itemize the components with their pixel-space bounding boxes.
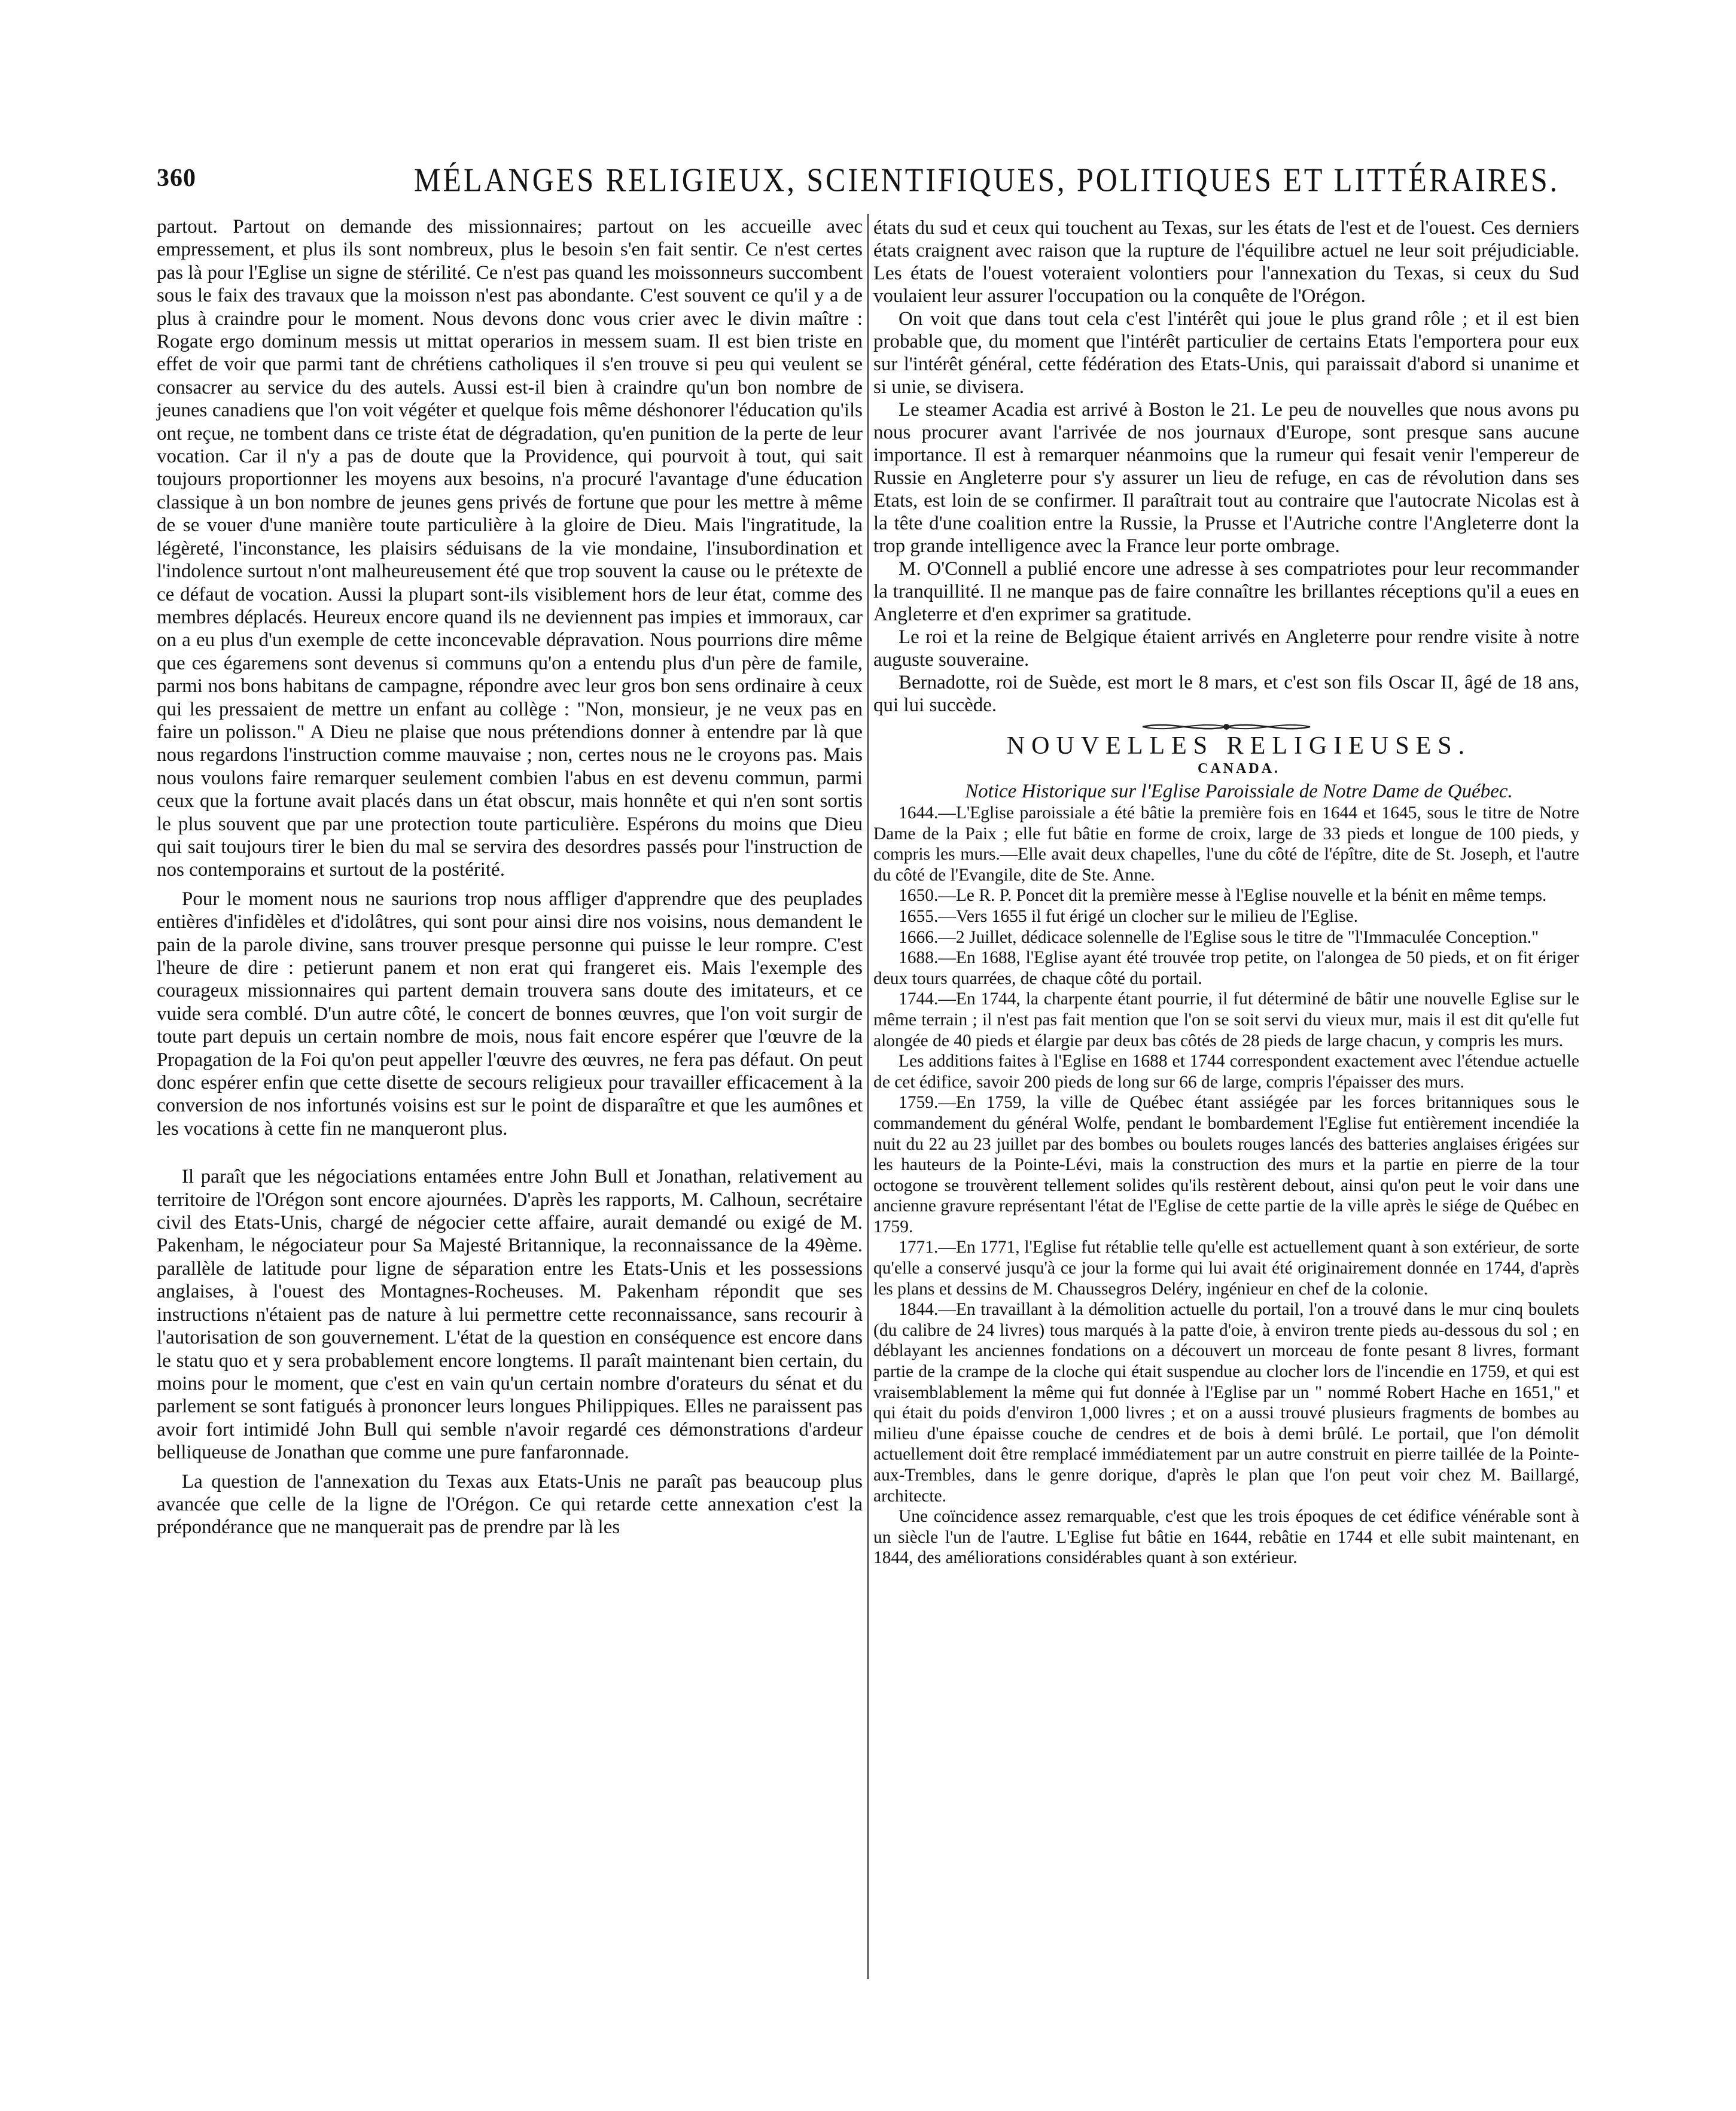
paragraph-belgium: Le roi et la reine de Belgique étaient arrivés en Angleterre pour rendre visite à notre auguste souveraine. <box>873 626 1579 671</box>
notice-entry-1844: 1844.—En travaillant à la démolition actuelle du portail, l'on a trouvé dans le mur cinq boulets (du calibre de 24 livres) tous marqués à la patte d'oie, à environ trente pieds au-dessous du sol ; en déblayant les anciennes fondations on a découvert un morceau de fonte pesant 8 livres, formant partie de la crampe de la cloche qui était suspendue au clocher lors de l'incendie en 1759, et qui est vraisemblablement la même qui fut donnée à l'Eglise par un " nommé Robert Hache en 1651," et qui était du poids d'environ 1,000 livres ; et on a aussi trouvé plusieurs fragments de bombes au milieu d'une épaisse couche de cendres et de bois à demi brûlé. Le portail, que l'on démolit actuellement doit être remplacé immédiatement par un autre construit en pierre taillée de la Pointe-aux-Trembles, dans le genre dorique, d'après le plan que l'on peut voir chez M. Baillargé, architecte. <box>873 1300 1579 1506</box>
notice-entry-1644: 1644.—L'Eglise paroissiale a été bâtie la première fois en 1644 et 1645, sous le titre de Notre Dame de la Paix ; elle fut bâtie en forme de croix, large de 33 pieds et longue de 100 pieds, y compris les murs.—Elle avait deux chapelles, l'une du côté de l'épître, dite de St. Joseph, et l'autre du côté de l'Evangile, dite de Ste. Anne. <box>873 803 1579 885</box>
section-heading: NOUVELLES RELIGIEUSES. <box>1006 732 1472 760</box>
paragraph-bernadotte: Bernadotte, roi de Suède, est mort le 8 mars, et c'est son fils Oscar II, âgé de 18 ans, qui lui succède. <box>873 672 1579 716</box>
notice-entry-1744: 1744.—En 1744, la charpente étant pourrie, il fut déterminé de bâtir une nouvelle Eglise sur le même terrain ; il n'est pas fait mention que l'on se soit servi du vieux mur, mais il est dit qu'elle fut alongée de 40 pieds et élargie par deux bas côtés de 28 pieds de large chacun, y compris les murs. <box>873 989 1579 1050</box>
notice-entry-additions: Les additions faites à l'Eglise en 1688 et 1744 correspondent exactement avec l'étendue actuelle de cet édifice, savoir 200 pieds de long sur 66 de large, compris l'épaisser des murs. <box>873 1052 1579 1092</box>
paragraph-oregon: Il paraît que les négociations entamées entre John Bull et Jonathan, relativement au territoire de l'Orégon sont encore ajournées. D'après les rapports, M. Calhoun, secrétaire civil des Etats-Unis, chargé de négocier cette affaire, aurait demandé ou exigé de M. Pakenham, le négociateur pour Sa Majesté Britannique, la reconnaissance de la 49ème. parallèle de latitude pour ligne de séparation entre les Etats-Unis et les possessions anglaises, à l'ouest des Montagnes-Rocheuses. M. Pakenham répondit que ses instructions n'étaient pas de nature à lui permettre cette reconnaissance, sans recourir à l'autorisation de son gouvernement. L'état de la question en conséquence est encore dans le statu quo et y sera probablement encore longtems. Il paraît maintenant bien certain, du moins pour le moment, que c'est en vain qu'un certain nombre d'orateurs du sénat et du parlement se sont fatigués à prononcer leurs longues Philippiques. Elles ne paraissent pas avoir fort intimidé John Bull qui semble n'avoir regardé ces démonstrations d'ardeur belliqueuse de Jonathan que comme une pure fanfaronnade. <box>157 1166 863 1464</box>
paragraph-missions: Pour le moment nous ne saurions trop nous affliger d'apprendre que des peuplades entières d'infidèles et d'idolâtres, qui sont pour ainsi dire nos voisins, nous demandent le pain de la parole divine, sans trouver presque personne qui puisse le leur rompre. C'est l'heure de dire : petierunt panem et non erat qui frangeret eis. Mais l'exemple des courageux missionnaires qui partent demain trouvera sans doute des imitateurs, et ce vuide sera comblé. D'un autre côté, le concert de bonnes œuvres, que l'on voit surgir de toute part depuis un certain nombre de mois, nous fait encore espérer que l'œuvre de la Propagation de la Foi qu'on peut appeller l'œuvre des œuvres, ne fera pas défaut. On peut donc espérer enfin que cette disette de secours religieux pour travailler efficacement à la conversion de nos infortunés voisins est sur le point de disparaître et que les aumônes et les vocations à cette fin ne manqueront plus. <box>157 888 863 1140</box>
paragraph-states: états du sud et ceux qui touchent au Texas, sur les états de l'est et de l'ouest. Ces derniers états craignent avec raison que la rupture de l'équilibre actuel ne leur soit préjudiciable. Les états de l'ouest voteraient volontiers pour l'annexation du Texas, si ceux du Sud voulaient leur assurer l'occupation ou la conquête de l'Orégon. <box>873 217 1579 307</box>
paragraph-oconnell: M. O'Connell a publié encore une adresse à ses compatriotes pour leur recommander la tranquillité. Il ne manque pas de faire connaître les brillantes réceptions qu'il a eues en Angleterre et d'en exprimer sa gratitude. <box>873 558 1579 625</box>
column-rule <box>867 214 869 1979</box>
notice-entry-1650: 1650.—Le R. P. Poncet dit la première messe à l'Eglise nouvelle et la bénit en même temps. <box>899 886 1547 906</box>
notice-entry-1771: 1771.—En 1771, l'Eglise fut rétablie telle qu'elle est actuellement quant à son extérieur, de sorte qu'elle a conservé jusqu'à ce jour la forme qui lui avait été originairement donnée en 1744, d'après les plans et dessins de M. Chaussegros Deléry, ingénieur en chef de la colonie. <box>873 1238 1579 1299</box>
paragraph-vocations: partout. Partout on demande des missionnaires; partout on les accueille avec empressement, et plus ils sont nombreux, plus le besoin s'en fait sentir. Ce n'est certes pas là pour l'Eglise un signe de stérilité. Ce n'est pas quand les moissonneurs succombent sous le faix des travaux que la moisson n'est pas abondante. C'est souvent ce qu'il y a de plus à craindre pour le moment. Nous devons donc vous crier avec le divin maître : Rogate ergo dominum messis ut mittat operarios in messem suam. Il est bien triste en effet de voir que parmi tant de chrétiens catholiques il s'en trouve si peu qui veulent se consacrer au service du des autels. Aussi est-il bien à craindre qu'un bon nombre de jeunes canadiens que l'on voit végéter et quelque fois même déshonorer l'éducation qu'ils ont reçue, ne tombent dans ce triste état de dégradation, qu'en punition de la perte de leur vocation. Car il n'y a pas de doute que la Providence, qui pourvoit à tout, qui sait toujours proportionner les moyens aux besoins, n'a procuré l'avantage d'une éducation classique à un bon nombre de jeunes gens privés de fortune que pour les mettre à même de se vouer d'une manière toute particulière à la gloire de Dieu. Mais l'ingratitude, la légèreté, l'inconstance, les plaisirs séduisans de la vie mondaine, l'insubordination et l'indolence surtout n'ont malheureusement été que trop souvent la cause ou le prétexte de ce défaut de vocation. Aussi la plupart sont-ils visiblement hors de leur état, comme des membres déplacés. Heureux encore quand ils ne deviennent pas impies et immoraux, car on a eu plus d'un exemple de cette inconcevable dépravation. Nous pourrions dire même que ces égaremens sont devenus si communs qu'on a entendu plus d'un père de famile, parmi nos bons habitans de campagne, répondre avec leur gros bon sens ordinaire à ceux qui les pressaient de mettre un enfant au collège : "Non, monsieur, je ne veux pas en faire un polisson." A Dieu ne plaise que nous prétendions donner à entendre par là que nous regardons l'instruction comme mauvaise ; non, certes nous ne le croyons pas. Mais nous voulons faire remarquer seulement combien l'abus en est devenu commun, parmi ceux que la fortune avait placés dans un état obscur, mais honnête et qui n'en sont sortis le plus souvent que par une protection toute particulière. Espérons du moins que Dieu qui sait toujours tirer le bien du mal se servira des desordres passés pour l'instruction de nos contemporains et surtout de la postérité. <box>157 216 863 881</box>
left-column <box>157 215 863 1539</box>
paragraph-texas: La question de l'annexation du Texas aux Etats-Unis ne paraît pas beaucoup plus avancée que celle de la ligne de l'Orégon. Ce qui retarde cette annexation c'est la prépondérance que ne manquerait pas de prendre par là les <box>157 1470 863 1539</box>
right-column <box>873 217 1579 1568</box>
notice-entry-1655: 1655.—Vers 1655 il fut érigé un clocher sur le milieu de l'Eglise. <box>899 906 1359 926</box>
notice-entries <box>873 803 1579 1568</box>
paragraph-steamer: Le steamer Acadia est arrivé à Boston le 21. Le peu de nouvelles que nous avons pu nous procurer avant l'arrivée de nos journaux d'Europe, sont presque sans aucune importance. Il est à remarquer néanmoins que la rumeur qui fesait venir l'empereur de Russie en Angleterre pour s'y assurer un lieu de refuge, en cas de révolution dans ses Etats, est loin de se confirmer. Il paraîtrait tout au contraire que l'autocrate Nicolas est à la tête d'une coalition entre la Russie, la Prusse et l'Autriche contre l'Angleterre dont la trop grande intelligence avec la France leur porte ombrage. <box>873 399 1579 557</box>
notice-entry-1759: 1759.—En 1759, la ville de Québec étant assiégée par les forces britanniques sous le commandement du général Wolfe, pendant le bombardement l'Eglise fut entièrement incendiée la nuit du 22 au 23 juillet par des bombes ou boulets rouges lancés des batteries anglaises érigées sur les hauteurs de la Pointe-Lévi, mais la construction des murs et la partie en pierre de la tour octogone se trouvèrent tellement solides qu'ils restèrent debout, ainsi qu'on peut le voir dans une ancienne gravure représentant l'état de l'Eglise de cette partie de la ville après le siége de Québec en 1759. <box>873 1093 1579 1236</box>
page-number: 360 <box>157 165 196 192</box>
notice-entry-coincidence: Une coïncidence assez remarquable, c'est que les trois époques de cet édifice vénérable sont à un siècle l'un de l'autre. L'Eglise fut bâtie en 1644, rebâtie en 1744 et elle subit maintenant, en 1844, des améliorations considérables quant à son extérieur. <box>873 1507 1579 1568</box>
running-head <box>157 160 1616 202</box>
subheading-canada: CANADA. <box>1198 761 1280 776</box>
journal-title: MÉLANGES RELIGIEUX, SCIENTIFIQUES, POLITIQUES ET LITTÉRAIRES. <box>414 161 1560 199</box>
notice-title: Notice Historique sur l'Eglise Paroissiale de Notre Dame de Québec. <box>965 781 1513 802</box>
notice-entry-1666: 1666.—2 Juillet, dédicace solennelle de l'Eglise sous le titre de "l'Immaculée Conception." <box>899 927 1539 947</box>
notice-entry-1688: 1688.—En 1688, l'Eglise ayant été trouvée trop petite, on l'alongea de 50 pieds, et on fit ériger deux tours quarrées, de chaque côté du portail. <box>873 948 1579 988</box>
paragraph-interest: On voit que dans tout cela c'est l'intérêt qui joue le plus grand rôle ; et il est bien probable que, du moment que l'intérêt particulier de certains Etats l'emportera pour eux sur l'intérêt général, cette fédération des Etats-Unis, qui paraissait d'abord si unanime et si unie, se divisera. <box>873 308 1579 398</box>
